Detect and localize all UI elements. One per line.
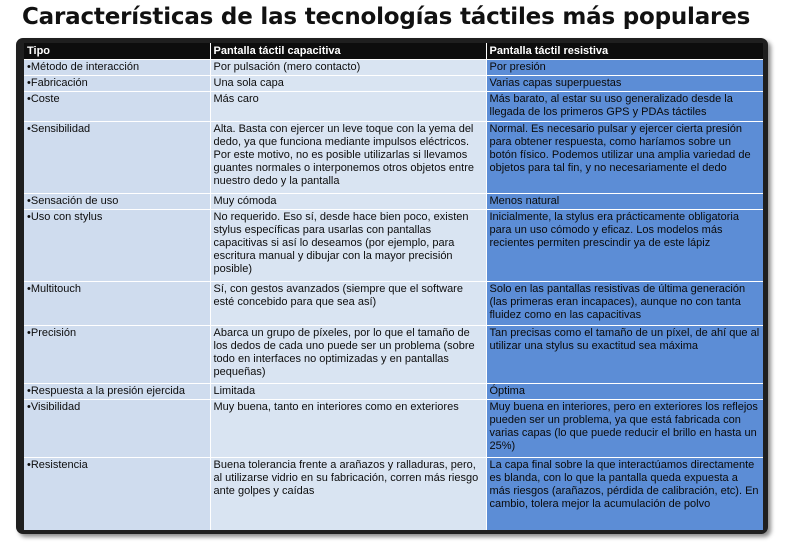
capacitive-cell: Por pulsación (mero contacto)	[210, 60, 486, 76]
capacitive-cell: Una sola capa	[210, 76, 486, 92]
table-row	[24, 458, 763, 530]
row-type-cell: • Multitouch	[24, 282, 210, 326]
row-type-cell: • Coste	[24, 92, 210, 122]
capacitive-cell: Muy buena, tanto en interiores como en exteriores	[210, 400, 486, 458]
resistive-cell: Tan precisas como el tamaño de un píxel, de ahí que al utilizar una stylus su exactitud sea máxima	[486, 326, 763, 384]
capacitive-cell: No requerido. Eso sí, desde hace bien poco, existen stylus específicas para usarlas con pantallas capacitivas si así lo deseamos (por ejemplo, para escritura manual y dibujar con la mayor precisión posible)	[210, 210, 486, 282]
capacitive-cell: Abarca un grupo de píxeles, por lo que el tamaño de los dedos de cada uno puede ser un problema (sobre todo en interfaces no optimizadas y en pantallas pequeñas)	[210, 326, 486, 384]
comparison-table	[24, 43, 763, 530]
capacitive-cell: Alta. Basta con ejercer un leve toque con la yema del dedo, ya que funciona mediante impulsos eléctricos. Por este motivo, no es posible utilizarlas si llevamos guantes normales o interponemos otros objetos entre nuestro dedo y la pantalla	[210, 122, 486, 194]
row-type-cell: • Respuesta a la presión ejercida	[24, 384, 210, 400]
resistive-cell: Óptima	[486, 384, 763, 400]
table-row	[24, 92, 763, 122]
capacitive-cell: Muy cómoda	[210, 194, 486, 210]
row-type-cell: • Fabricación	[24, 76, 210, 92]
table-row	[24, 122, 763, 194]
table-row	[24, 326, 763, 384]
resistive-cell: Normal. Es necesario pulsar y ejercer cierta presión para obtener respuesta, como haríamos sobre un botón físico. Podemos utilizar una amplia variedad de objetos para tal fin, y no necesariamente el dedo	[486, 122, 763, 194]
table-row	[24, 76, 763, 92]
page-title: Características de las tecnologías táctiles más populares	[22, 4, 751, 30]
table-row	[24, 282, 763, 326]
header-resistive: Pantalla táctil resistiva	[486, 43, 763, 60]
resistive-cell: Más barato, al estar su uso generalizado desde la llegada de los primeros GPS y PDAs táctiles	[486, 92, 763, 122]
resistive-cell: Menos natural	[486, 194, 763, 210]
row-type-cell: • Resistencia	[24, 458, 210, 530]
row-type-cell: • Precisión	[24, 326, 210, 384]
row-type-cell: • Sensibilidad	[24, 122, 210, 194]
header-type: Tipo	[24, 43, 210, 60]
table-header-row	[24, 43, 763, 60]
table-row	[24, 60, 763, 76]
resistive-cell: Muy buena en interiores, pero en exteriores los reflejos pueden ser un problema, ya que está fabricada con varias capas (lo que puede reducir el brillo en hasta un 25%)	[486, 400, 763, 458]
resistive-cell: Solo en las pantallas resistivas de última generación (las primeras eran incapaces), aunque no con tanta fluidez como en las capacitivas	[486, 282, 763, 326]
resistive-cell: Por presión	[486, 60, 763, 76]
row-type-cell: • Sensación de uso	[24, 194, 210, 210]
table-row	[24, 400, 763, 458]
header-capacitive: Pantalla táctil capacitiva	[210, 43, 486, 60]
table-row	[24, 384, 763, 400]
resistive-cell: Varias capas superpuestas	[486, 76, 763, 92]
capacitive-cell: Limitada	[210, 384, 486, 400]
table-row	[24, 210, 763, 282]
table-row	[24, 194, 763, 210]
row-type-cell: • Visibilidad	[24, 400, 210, 458]
capacitive-cell: Más caro	[210, 92, 486, 122]
capacitive-cell: Sí, con gestos avanzados (siempre que el software esté concebido para que sea así)	[210, 282, 486, 326]
row-type-cell: • Método de interacción	[24, 60, 210, 76]
capacitive-cell: Buena tolerancia frente a arañazos y ralladuras, pero, al utilizarse vidrio en su fabricación, corren más riesgo ante golpes y caídas	[210, 458, 486, 530]
row-type-cell: • Uso con stylus	[24, 210, 210, 282]
resistive-cell: Inicialmente, la stylus era prácticamente obligatoria para un uso cómodo y eficaz. Los modelos más recientes permiten prescindir ya de este lápiz	[486, 210, 763, 282]
resistive-cell: La capa final sobre la que interactúamos directamente es blanda, con lo que la pantalla queda expuesta a más riesgos (arañazos, pérdida de calibración, etc). En cambio, tolera mejor la acumulación de polvo	[486, 458, 763, 530]
